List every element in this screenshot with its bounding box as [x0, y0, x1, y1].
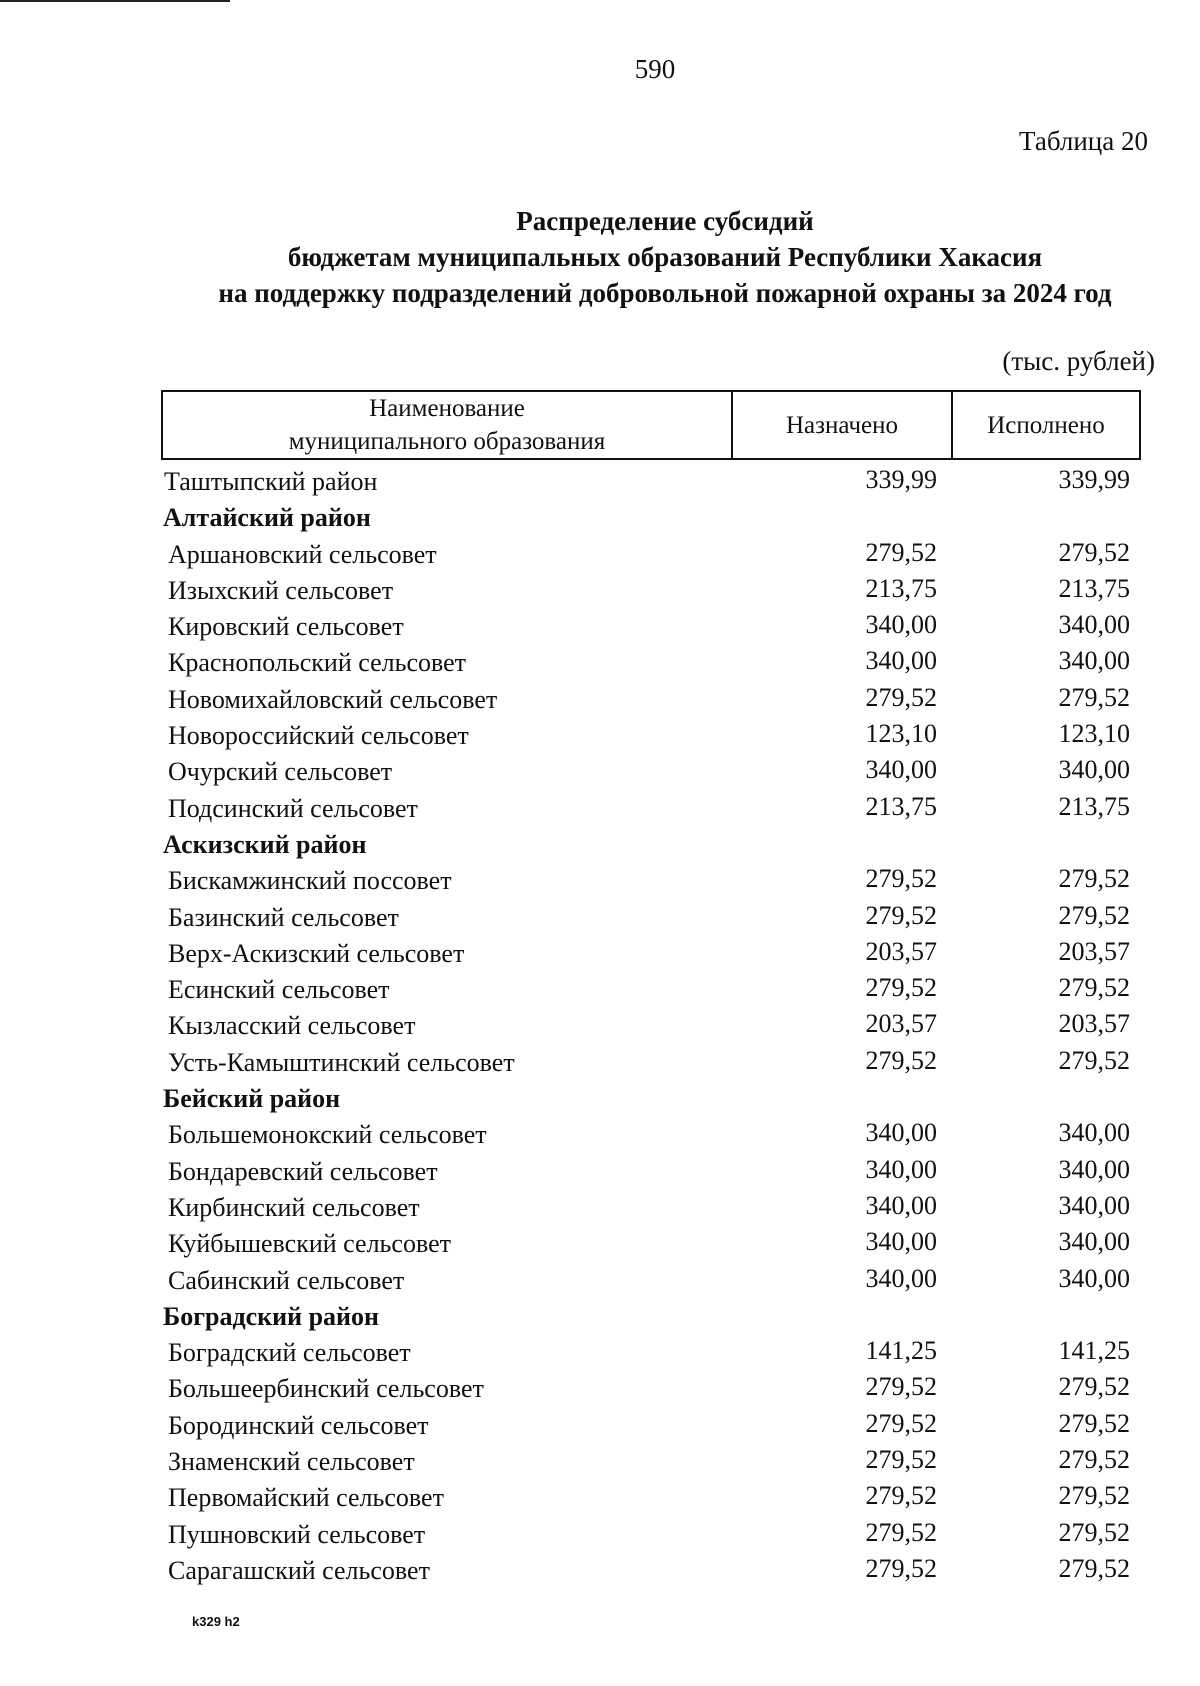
row-name: Новомихайловский сельсовет: [168, 684, 498, 714]
table-row: [0, 1481, 1200, 1517]
row-name: Боградский район: [163, 1301, 380, 1331]
table-header: [161, 390, 1141, 460]
row-assigned: 340,00: [865, 755, 937, 785]
row-assigned: 340,00: [865, 646, 937, 676]
table-row: [0, 1445, 1200, 1481]
row-executed: 340,00: [1058, 1227, 1130, 1257]
row-name: Бородинский сельсовет: [168, 1410, 429, 1440]
row-name: Боградский сельсовет: [168, 1338, 411, 1368]
table-row: [0, 1118, 1200, 1154]
table-row: [0, 465, 1200, 501]
row-assigned: 279,52: [865, 537, 937, 567]
table-row: [0, 1518, 1200, 1554]
row-assigned: 339,99: [865, 465, 937, 494]
row-executed: 340,00: [1058, 1263, 1130, 1293]
row-name: Кировский сельсовет: [168, 612, 404, 642]
row-assigned: 141,25: [865, 1336, 937, 1366]
row-executed: 279,52: [1058, 1445, 1130, 1475]
row-assigned: 213,75: [865, 791, 937, 821]
row-name: Куйбышевский сельсовет: [168, 1229, 451, 1259]
table-row: [0, 1227, 1200, 1263]
row-executed: 213,75: [1058, 573, 1130, 603]
row-name: Усть-Камыштинский сельсовет: [168, 1047, 515, 1077]
row-name: Есинский сельсовет: [168, 975, 390, 1005]
row-name: Пушновский сельсовет: [168, 1519, 426, 1549]
table-row: [0, 864, 1200, 900]
row-assigned: 279,52: [865, 1408, 937, 1438]
header-name-line-2: муниципального образования: [288, 428, 606, 455]
district-row: [0, 1082, 1200, 1118]
row-assigned: 279,52: [865, 1481, 937, 1511]
header-executed: Исполнено: [987, 411, 1105, 439]
document-title: [165, 203, 1165, 311]
row-assigned: 123,10: [865, 719, 937, 749]
row-assigned: 213,75: [865, 573, 937, 603]
row-name: Аршановский сельсовет: [168, 539, 437, 569]
row-assigned: 340,00: [865, 1154, 937, 1184]
row-executed: 279,52: [1058, 1372, 1130, 1402]
table-row: [0, 1554, 1200, 1590]
row-assigned: 340,00: [865, 1118, 937, 1148]
row-name: Знаменский сельсовет: [168, 1447, 415, 1477]
row-name: Таштыпский район: [164, 467, 378, 496]
table-row: [0, 574, 1200, 610]
row-name: Сабинский сельсовет: [168, 1265, 405, 1295]
row-executed: 213,75: [1058, 791, 1130, 821]
table-label: Таблица 20: [1019, 126, 1148, 156]
row-executed: 279,52: [1058, 1481, 1130, 1511]
row-name: Очурский сельсовет: [168, 757, 393, 787]
table-body: [0, 465, 1200, 1590]
table-row: [0, 538, 1200, 574]
table-row: [0, 1409, 1200, 1445]
row-executed: 203,57: [1058, 936, 1130, 966]
row-executed: 279,52: [1058, 973, 1130, 1003]
table-row: [0, 646, 1200, 682]
row-name: Верх-Аскизский сельсовет: [168, 938, 465, 968]
row-assigned: 340,00: [865, 1263, 937, 1293]
row-executed: 279,52: [1058, 1517, 1130, 1547]
row-executed: 279,52: [1058, 537, 1130, 567]
table-row: [0, 792, 1200, 828]
row-executed: 279,52: [1058, 1408, 1130, 1438]
row-name: Алтайский район: [163, 503, 371, 533]
row-assigned: 203,57: [865, 936, 937, 966]
row-name: Изыхский сельсовет: [168, 575, 394, 605]
row-assigned: 340,00: [865, 1190, 937, 1220]
scan-edge-line: [0, 0, 230, 2]
table-row: [0, 610, 1200, 646]
row-assigned: 279,52: [865, 973, 937, 1003]
row-assigned: 203,57: [865, 1009, 937, 1039]
row-executed: 340,00: [1058, 755, 1130, 785]
row-name: Большемонокский сельсовет: [168, 1120, 487, 1150]
table-row: [0, 1336, 1200, 1372]
row-name: Большеербинский сельсовет: [168, 1374, 484, 1404]
table-row: [0, 973, 1200, 1009]
row-executed: 279,52: [1058, 1553, 1130, 1583]
row-name: Подсинский сельсовет: [168, 793, 418, 823]
row-name: Аскизский район: [163, 829, 367, 859]
row-executed: 141,25: [1058, 1336, 1130, 1366]
row-name: Кирбинский сельсовет: [168, 1192, 420, 1222]
row-assigned: 279,52: [865, 900, 937, 930]
table-row: [0, 937, 1200, 973]
row-name: Новороссийский сельсовет: [168, 721, 469, 751]
row-executed: 340,00: [1058, 610, 1130, 640]
row-executed: 340,00: [1058, 646, 1130, 676]
header-assigned: Назначено: [733, 392, 953, 458]
row-name: Базинский сельсовет: [168, 902, 399, 932]
table-row: [0, 1046, 1200, 1082]
header-name-line-1: Наименование: [369, 395, 525, 422]
table-row: [0, 1155, 1200, 1191]
district-row: [0, 828, 1200, 864]
row-executed: 279,52: [1058, 900, 1130, 930]
header-name: [163, 392, 733, 458]
row-assigned: 279,52: [865, 1372, 937, 1402]
row-assigned: 279,52: [865, 1517, 937, 1547]
row-name: Кызласский сельсовет: [168, 1011, 416, 1041]
row-executed: 340,00: [1058, 1118, 1130, 1148]
footer-code: k329 h2: [192, 1614, 240, 1629]
row-assigned: 279,52: [865, 1045, 937, 1075]
title-line-1: Распределение субсидий: [516, 206, 814, 236]
table-row: [0, 719, 1200, 755]
row-executed: 340,00: [1058, 1154, 1130, 1184]
row-executed: 340,00: [1058, 1190, 1130, 1220]
row-assigned: 340,00: [865, 1227, 937, 1257]
row-executed: 279,52: [1058, 1045, 1130, 1075]
district-row: [0, 1300, 1200, 1336]
row-executed: 279,52: [1058, 682, 1130, 712]
table-row: [0, 1264, 1200, 1300]
units-label: (тыс. рублей): [1002, 346, 1155, 376]
district-row: [0, 501, 1200, 537]
row-name: Первомайский сельсовет: [168, 1483, 444, 1513]
title-line-2: бюджетам муниципальных образований Республики Хакасия: [287, 242, 1043, 272]
row-name: Сарагашский сельсовет: [168, 1555, 430, 1585]
row-executed: 279,52: [1058, 864, 1130, 894]
table-row: [0, 1191, 1200, 1227]
table-row: [0, 683, 1200, 719]
table-row: [0, 1372, 1200, 1408]
row-executed: 339,99: [1058, 465, 1130, 494]
row-assigned: 279,52: [865, 1553, 937, 1583]
row-assigned: 279,52: [865, 682, 937, 712]
table-row: [0, 901, 1200, 937]
row-executed: 123,10: [1058, 719, 1130, 749]
title-line-3: на поддержку подразделений добровольной пожарной охраны за 2024 год: [218, 278, 1112, 308]
row-name: Бондаревский сельсовет: [168, 1156, 438, 1186]
table-row: [0, 755, 1200, 791]
row-name: Бискамжинский поссовет: [168, 866, 452, 896]
row-name: Краснопольский сельсовет: [168, 648, 467, 678]
row-name: Бейский район: [163, 1084, 341, 1114]
row-assigned: 340,00: [865, 610, 937, 640]
row-executed: 203,57: [1058, 1009, 1130, 1039]
page-number: 590: [634, 54, 676, 84]
table-row: [0, 1009, 1200, 1045]
row-assigned: 279,52: [865, 864, 937, 894]
row-assigned: 279,52: [865, 1445, 937, 1475]
